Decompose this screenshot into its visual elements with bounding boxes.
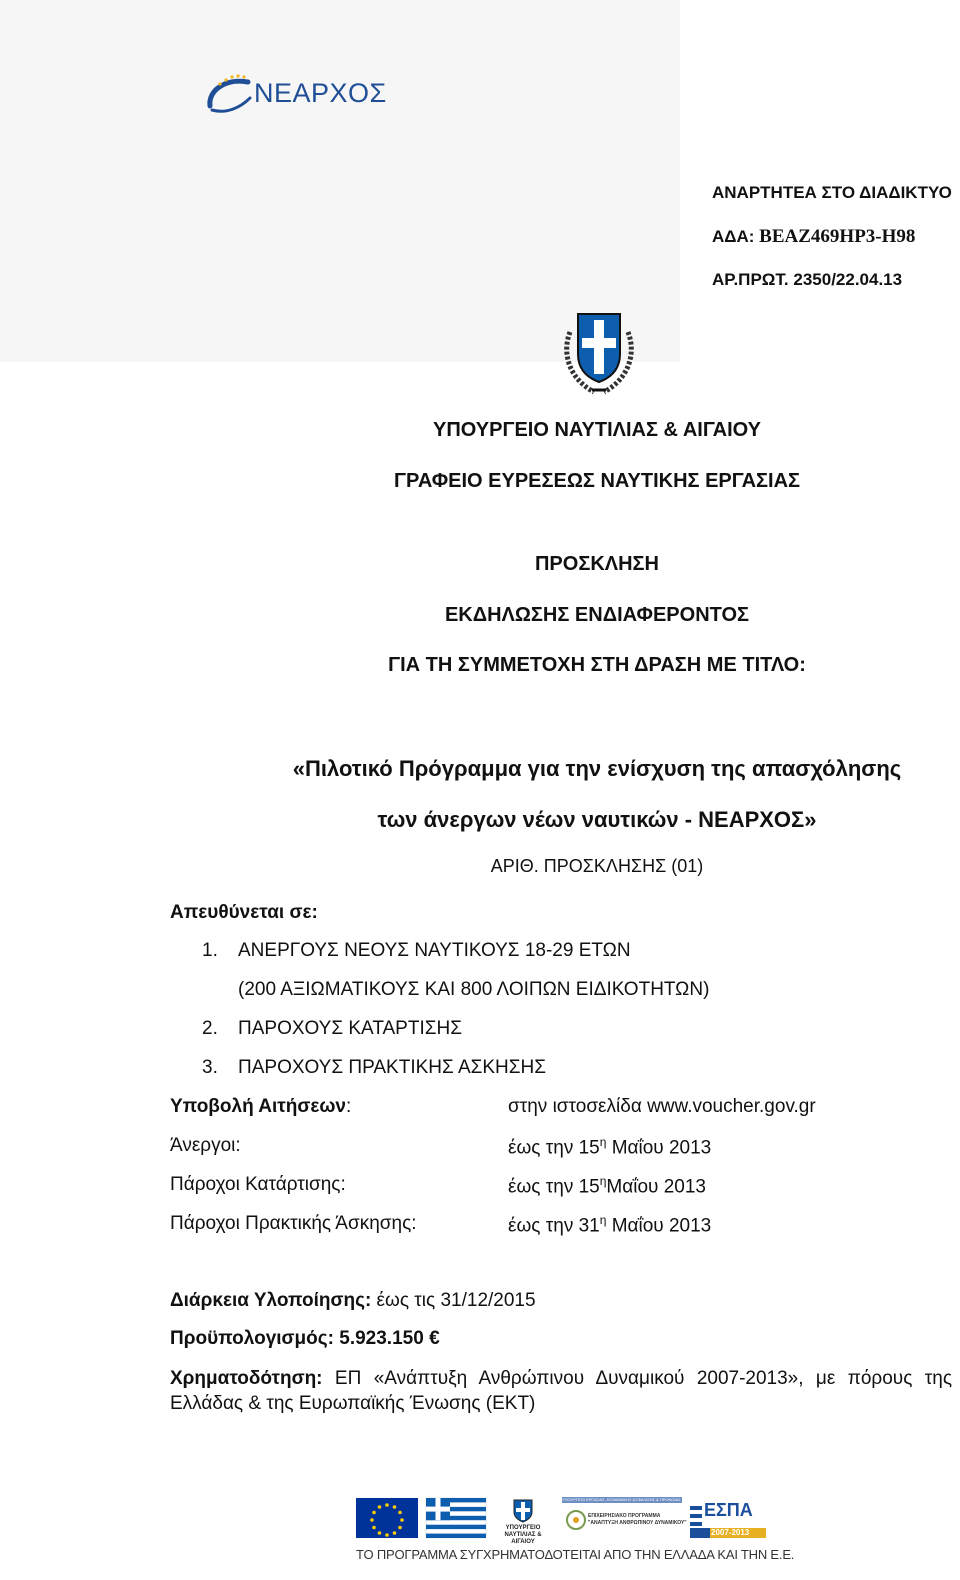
nearchos-logo xyxy=(204,72,394,118)
espa-logo-text: ΕΣΠΑ xyxy=(704,1500,753,1520)
footer-logo-strip xyxy=(354,1496,770,1545)
op-ministry-text: ΥΠΟΥΡΓΕΙΟ ΕΡΓΑΣΙΑΣ, ΚΟΙΝΩΝΙΚΗΣ ΑΣΦΑΛΙΣΗΣ & ΠΡΟΝΟΙΑΣ xyxy=(562,1497,681,1502)
ministry-name: ΥΠΟΥΡΓΕΙΟ ΝΑΥΤΙΛΙΑΣ & ΑΙΓΑΙΟΥ xyxy=(432,419,762,441)
deadline-label-internship-providers: Πάροχοι Πρακτικής Άσκησης: xyxy=(170,1213,417,1234)
recipient-item-2: ΠΑΡΟΧΟΥΣ ΚΑΤΑΡΤΙΣΗΣ xyxy=(238,1018,462,1039)
ada-line xyxy=(712,226,915,248)
ada-value: ΒΕΑΖ469ΗΡ3-Η98 xyxy=(759,226,916,247)
invitation-subtitle: ΕΚΔΗΛΩΣΗΣ ΕΝΔΙΑΦΕΡΟΝΤΟΣ xyxy=(444,604,750,626)
budget: Προϋπολογισμός: 5.923.150 € xyxy=(170,1328,440,1349)
deadline-value-training-providers: έως την $15^\eta M\alpha ΐo\upsilon$ 2013 xyxy=(508,1174,706,1198)
eu-flag-icon xyxy=(356,1498,418,1538)
deadline-label-training-providers: Πάροχοι Κατάρτισης: xyxy=(170,1174,346,1195)
ministry-footer-logo-text: ΥΠΟΥΡΓΕΙΟ ΝΑΥΤΙΛΙΑΣ & ΑΙΓΑΙΟΥ xyxy=(504,1525,542,1545)
publish-online-note: ΑΝΑΡΤΗΤΕΑ ΣΤΟ ΔΙΑΔΙΚΤΥΟ xyxy=(712,183,952,202)
recipient-number-2: 2. xyxy=(202,1018,218,1039)
espa-years: 2007-2013 xyxy=(711,1528,750,1537)
addressed-to-label: Απευθύνεται σε: xyxy=(170,902,318,923)
deadline-value-unemployed: έως την $15^\eta$ Μαΐου 2013 xyxy=(508,1135,712,1159)
deadline-value-internship-providers: έως την $31^\eta$ Μαΐου 2013 xyxy=(508,1213,712,1237)
recipient-item-1-detail: (200 ΑΞΙΩΜΑΤΙΚΟΥΣ ΚΑΙ 800 ΛΟΙΠΩΝ ΕΙΔΙΚΟΤΗΤΩΝ) xyxy=(238,979,710,1000)
recipient-item-3: ΠΑΡΟΧΟΥΣ ΠΡΑΚΤΙΚΗΣ ΑΣΚΗΣΗΣ xyxy=(238,1057,546,1078)
invitation-number: ΑΡΙΘ. ΠΡΟΣΚΛΗΣΗΣ (01) xyxy=(490,856,704,876)
ministry-footer-logo xyxy=(514,1500,532,1522)
recipient-item-1: ΑΝΕΡΓΟΥΣ ΝΕΟΥΣ ΝΑΥΤΙΚΟΥΣ 18-29 ΕΤΩΝ xyxy=(238,940,631,961)
ada-label: ΑΔΑ: xyxy=(712,227,760,246)
invitation-title: ΠΡΟΣΚΛΗΣΗ xyxy=(534,553,659,575)
deadline-label-unemployed: Άνεργοι: xyxy=(170,1135,241,1156)
submission-website: στην ιστοσελίδα www.voucher.gov.gr xyxy=(508,1096,816,1117)
implementation-duration: Διάρκεια Υλοποίησης: έως τις 31/12/2015 xyxy=(170,1290,536,1311)
protocol-number: ΑΡ.ΠΡΩΤ. 2350/22.04.13 xyxy=(712,270,903,289)
ministry-office: ΓΡΑΦΕΙΟ ΕΥΡΕΣΕΩΣ ΝΑΥΤΙΚΗΣ ΕΡΓΑΣΙΑΣ xyxy=(393,470,801,492)
greek-flag-icon xyxy=(426,1498,486,1538)
funding-paragraph: Χρηματοδότηση: ΕΠ «Ανάπτυξη Ανθρώπινου Δυναμικού 2007-2013», με πόρους της Ελλάδας & της Ευρωπαϊκής Ένωσης (ΕΚΤ) xyxy=(170,1368,952,1414)
logo-text: ΝΕΑΡΧΟΣ xyxy=(254,78,387,108)
op-logo-text: ΕΠΙΧΕΙΡΗΣΙΑΚΟ ΠΡΟΓΡΑΜΜΑ "ΑΝΑΠΤΥΞΗ ΑΝΘΡΩΠΙΝΟΥ ΔΥΝΑΜΙΚΟΥ" xyxy=(588,1513,687,1526)
program-title-line2: των άνεργων νέων ναυτικών - ΝΕΑΡΧΟΣ» xyxy=(377,807,817,832)
recipient-number-3: 3. xyxy=(202,1057,218,1078)
program-title-line1: «Πιλοτικό Πρόγραμμα για την ενίσχυση της απασχόλησης xyxy=(292,756,902,781)
cofunding-statement: ΤΟ ΠΡΟΓΡΑΜΜΑ ΣΥΓΧΡΗΜΑΤΟΔΟΤΕΙΤΑΙ ΑΠΟ ΤΗΝ ΕΛΛΑΔΑ ΚΑΙ ΤΗΝ Ε.Ε. xyxy=(356,1547,795,1562)
invitation-action-heading: ΓΙΑ ΤΗ ΣΥΜΜΕΤΟΧΗ ΣΤΗ ΔΡΑΣΗ ΜΕ ΤΙΤΛΟ: xyxy=(388,654,806,676)
submission-label: Υποβολή Αιτήσεων: xyxy=(170,1096,352,1117)
greek-coat-of-arms-emblem xyxy=(556,308,642,398)
recipient-number-1: 1. xyxy=(202,940,218,961)
